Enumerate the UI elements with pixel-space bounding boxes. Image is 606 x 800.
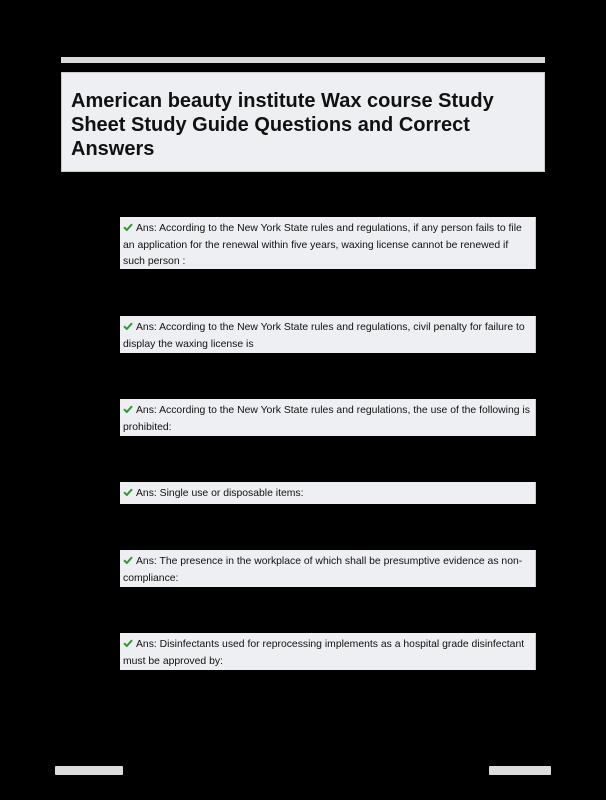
check-icon [123, 556, 133, 564]
check-icon [123, 223, 133, 231]
answer-box-5 [120, 550, 536, 587]
answer-box-1 [120, 217, 536, 269]
answer-text: Ans: Single use or disposable items: [136, 488, 304, 499]
footer-page-number [489, 766, 551, 775]
check-icon [123, 488, 133, 496]
answer-box-6 [120, 633, 536, 670]
answer-text: Ans: According to the New York State rules and regulations, civil penalty for failure to display the waxing license is [123, 322, 525, 350]
check-icon [123, 405, 133, 413]
answer-box-2 [120, 316, 536, 353]
answer-text: Ans: Disinfectants used for reprocessing implements as a hospital grade disinfectant must be approved by: [123, 639, 525, 667]
title-box [61, 72, 545, 172]
page-title: American beauty institute Wax course Study Sheet Study Guide Questions and Correct Answers [71, 90, 494, 160]
answer-box-4 [120, 482, 536, 504]
answer-text: Ans: According to the New York State rules and regulations, the use of the following is prohibited: [123, 405, 530, 433]
answer-box-3 [120, 399, 536, 436]
top-divider [61, 57, 545, 63]
answer-text: Ans: According to the New York State rules and regulations, if any person fails to file an application for the renewal within five years, waxing license cannot be renewed if such person : [123, 223, 522, 267]
check-icon [123, 322, 133, 330]
check-icon [123, 639, 133, 647]
answer-text: Ans: The presence in the workplace of which shall be presumptive evidence as non-compliance: [123, 556, 523, 584]
footer-watermark-left [55, 766, 123, 775]
